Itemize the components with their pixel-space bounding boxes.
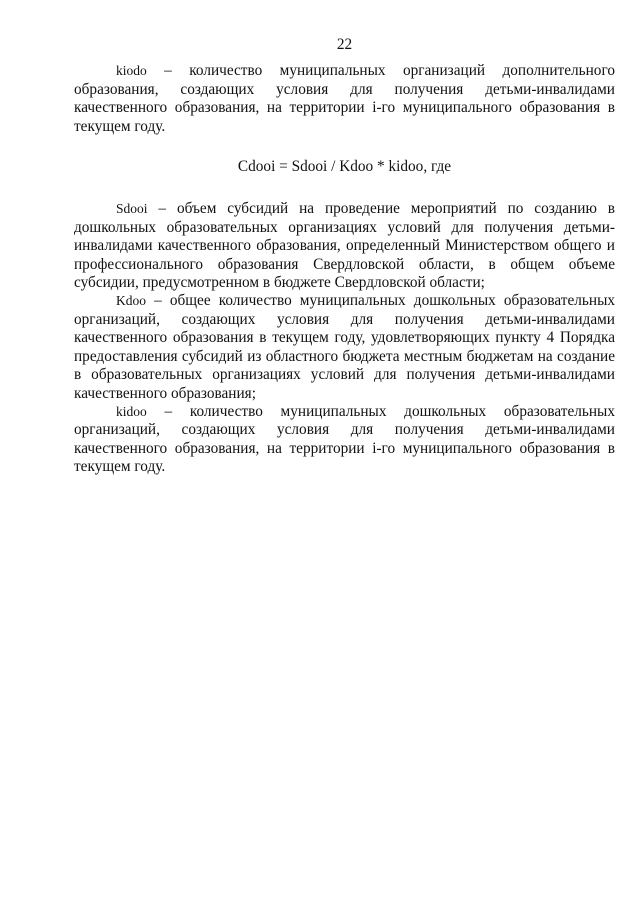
- definition-kidoo: [74, 403, 615, 477]
- definition-text: – количество муниципальных дошкольных образовательных организаций, создающих условия для получения детьми-инвалидами качественного образования, на территории i-го муниципального образования в текущем году.: [74, 402, 615, 476]
- definition-text: – общее количество муниципальных дошкольных образовательных организаций, создающих условия для получения детьми-инвалидами качественного образования в текущем году, удовлетворяющих пункту 4 Порядка предоставления субсидий из областного бюджета местным бюджетам на создание в образовательных организациях условий для получения детьми-инвалидами качественного образования;: [74, 292, 615, 402]
- definition-sdooi: [74, 200, 615, 292]
- page-number: 22: [336, 36, 353, 53]
- definition-text: – объем субсидий на проведение мероприятий по созданию в дошкольных образовательных организациях условий для получения детьми-инвалидами качественного образования, определенный Министерством общего и профессионального образования Свердловской области, в общем объеме субсидии, предусмотренном в бюджете Свердловской области;: [74, 200, 615, 292]
- definition-kdoo: [74, 292, 615, 402]
- document-page: [74, 36, 615, 477]
- variable-term: Sdooi: [116, 201, 148, 217]
- definition-kiodo: [74, 62, 615, 136]
- variable-term: kidoo: [116, 403, 147, 419]
- definition-text: – количество муниципальных организаций дополнительного образования, создающих условия для получения детьми-инвалидами качественного образования, на территории i-го муниципального образования в текущем году.: [74, 62, 615, 135]
- variable-term: Kdoo: [116, 293, 146, 309]
- variable-term: kiodo: [116, 63, 147, 79]
- formula: Cdooi = Sdooi / Kdoo * kidoo, где: [237, 158, 452, 176]
